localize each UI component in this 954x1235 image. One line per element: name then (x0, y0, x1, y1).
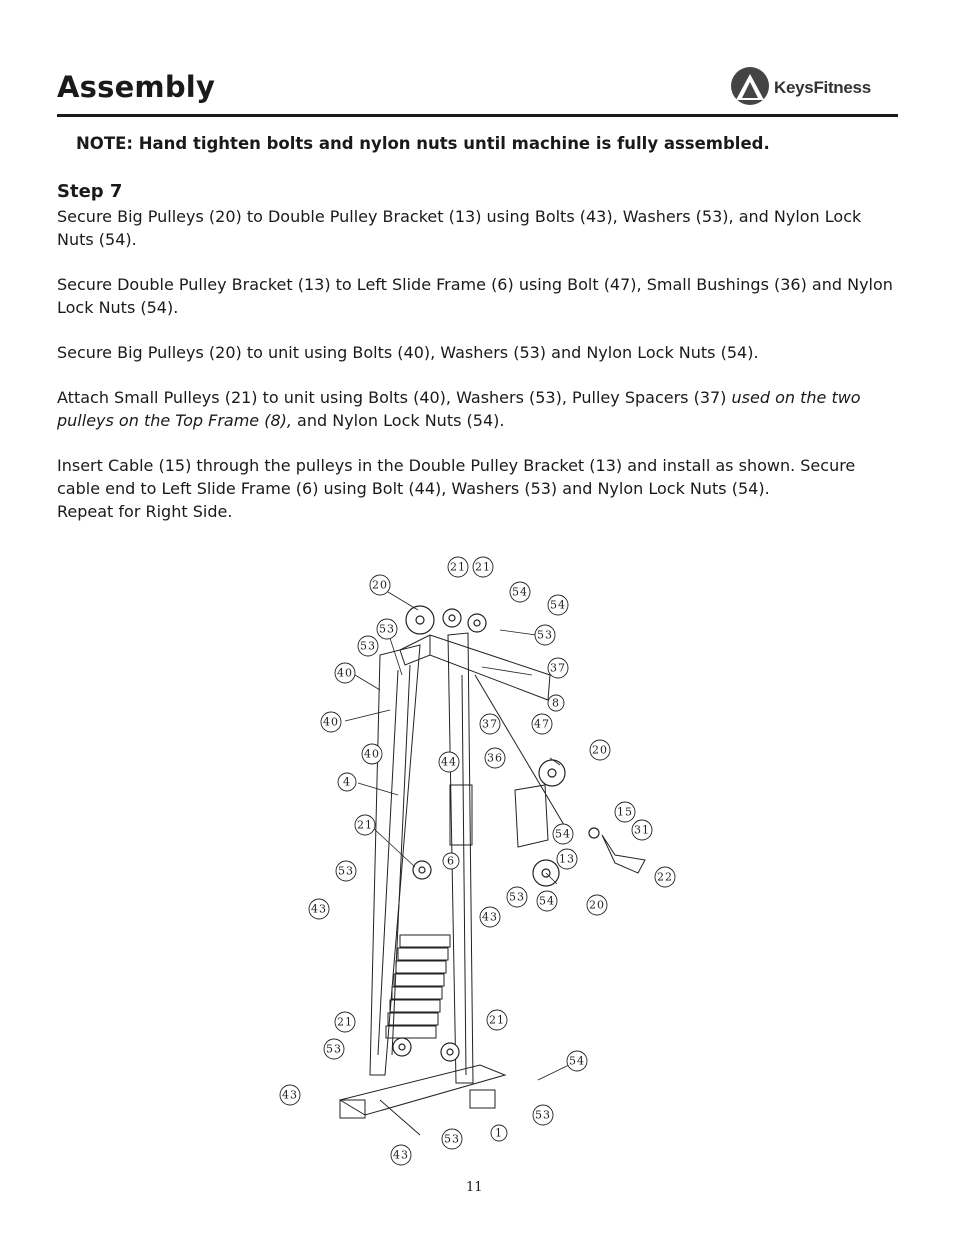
svg-text:40: 40 (337, 666, 353, 680)
svg-text:36: 36 (487, 751, 503, 765)
part-callout (336, 861, 356, 881)
part-callout (587, 895, 607, 915)
svg-text:37: 37 (550, 661, 566, 675)
instruction-paragraph: Secure Double Pulley Bracket (13) to Left Slide Frame (6) using Bolt (47), Small Bushings (36) and Nylon Lock Nuts (54). (57, 275, 893, 317)
svg-text:53: 53 (444, 1132, 460, 1146)
svg-text:21: 21 (489, 1013, 505, 1027)
svg-text:20: 20 (592, 743, 608, 757)
svg-text:43: 43 (311, 902, 327, 916)
part-callout (358, 636, 378, 656)
part-callout (615, 802, 635, 822)
part-callout (548, 695, 564, 711)
part-callout (335, 663, 355, 683)
leader-lines (345, 592, 573, 1080)
part-callout (590, 740, 610, 760)
part-callout (510, 582, 530, 602)
part-callout (338, 773, 356, 791)
svg-text:53: 53 (535, 1108, 551, 1122)
part-callout (491, 1125, 507, 1141)
part-callout (480, 714, 500, 734)
svg-text:15: 15 (617, 805, 633, 819)
header-divider (57, 114, 898, 117)
part-callouts (280, 557, 675, 1165)
svg-text:40: 40 (364, 747, 380, 761)
svg-text:54: 54 (539, 894, 555, 908)
svg-text:40: 40 (323, 715, 339, 729)
part-callout (537, 891, 557, 911)
svg-text:8: 8 (552, 696, 560, 710)
instruction-text: Repeat for Right Side. (57, 502, 233, 521)
part-callout (362, 744, 382, 764)
part-callout (557, 849, 577, 869)
instruction-paragraph: Secure Big Pulleys (20) to Double Pulley Bracket (13) using Bolts (43), Washers (53), and Nylon Lock Nuts (54). (57, 207, 862, 249)
svg-text:53: 53 (379, 622, 395, 636)
instruction-text: Attach Small Pulleys (21) to unit using Bolts (40), Washers (53), Pulley Spacers (37) (57, 388, 732, 407)
svg-text:43: 43 (282, 1088, 298, 1102)
svg-text:53: 53 (537, 628, 553, 642)
part-callout (473, 557, 493, 577)
part-callout (487, 1010, 507, 1030)
part-callout (377, 619, 397, 639)
svg-text:43: 43 (393, 1148, 409, 1162)
part-callout (442, 1129, 462, 1149)
part-callout (370, 575, 390, 595)
part-callout (324, 1039, 344, 1059)
svg-text:53: 53 (360, 639, 376, 653)
part-callout (439, 752, 459, 772)
part-callout (480, 907, 500, 927)
page-title: Assembly (57, 70, 216, 104)
svg-text:21: 21 (450, 560, 466, 574)
instruction-paragraph: Secure Big Pulleys (20) to unit using Bolts (40), Washers (53) and Nylon Lock Nuts (54). (57, 343, 759, 362)
svg-text:44: 44 (441, 755, 457, 769)
part-callout (632, 820, 652, 840)
part-callout (548, 658, 568, 678)
svg-text:22: 22 (657, 870, 673, 884)
instruction-paragraph (57, 454, 902, 523)
svg-text:54: 54 (555, 827, 571, 841)
svg-text:43: 43 (482, 910, 498, 924)
assembly-note: NOTE: Hand tighten bolts and nylon nuts until machine is fully assembled. (76, 134, 770, 153)
part-callout (532, 714, 552, 734)
exploded-assembly-diagram (270, 555, 690, 1170)
part-callout (535, 625, 555, 645)
svg-text:53: 53 (326, 1042, 342, 1056)
svg-text:6: 6 (447, 854, 455, 868)
svg-text:54: 54 (569, 1054, 585, 1068)
svg-text:20: 20 (589, 898, 605, 912)
svg-text:47: 47 (534, 717, 550, 731)
svg-text:53: 53 (338, 864, 354, 878)
part-callout (553, 824, 573, 844)
logo-text: KeysFitness (774, 78, 871, 97)
part-callout (355, 815, 375, 835)
keysfitness-logo (730, 64, 900, 108)
part-callout (507, 887, 527, 907)
part-callout (309, 899, 329, 919)
part-callout (321, 712, 341, 732)
part-callout (443, 853, 459, 869)
svg-text:1: 1 (495, 1126, 503, 1140)
svg-text:21: 21 (337, 1015, 353, 1029)
part-callout (391, 1145, 411, 1165)
step-heading: Step 7 (57, 181, 123, 202)
instruction-text: Insert Cable (15) through the pulleys in the Double Pulley Bracket (13) and install as shown. Secure cable end to Left Slide Frame (6) using Bolt (44), Washers (53) and Nylon Lock Nuts (54). (57, 456, 856, 498)
svg-text:54: 54 (512, 585, 528, 599)
part-callout (655, 867, 675, 887)
svg-text:21: 21 (357, 818, 373, 832)
svg-text:54: 54 (550, 598, 566, 612)
part-callout (280, 1085, 300, 1105)
instruction-text: and Nylon Lock Nuts (54). (291, 411, 505, 430)
svg-text:53: 53 (509, 890, 525, 904)
instruction-paragraph (57, 386, 902, 432)
part-callout (567, 1051, 587, 1071)
part-callout (485, 748, 505, 768)
instruction-italic-text: used on the two pulleys on the Top Frame (8), (57, 388, 861, 430)
part-callout (335, 1012, 355, 1032)
page-number: 11 (466, 1180, 483, 1195)
logo-emblem-icon (730, 64, 774, 108)
pulleys (393, 606, 565, 1061)
part-callout (533, 1105, 553, 1125)
svg-text:21: 21 (475, 560, 491, 574)
svg-text:20: 20 (372, 578, 388, 592)
svg-text:31: 31 (634, 823, 650, 837)
svg-text:37: 37 (482, 717, 498, 731)
part-callout (448, 557, 468, 577)
svg-text:4: 4 (343, 775, 351, 789)
part-callout (548, 595, 568, 615)
svg-text:13: 13 (559, 852, 575, 866)
